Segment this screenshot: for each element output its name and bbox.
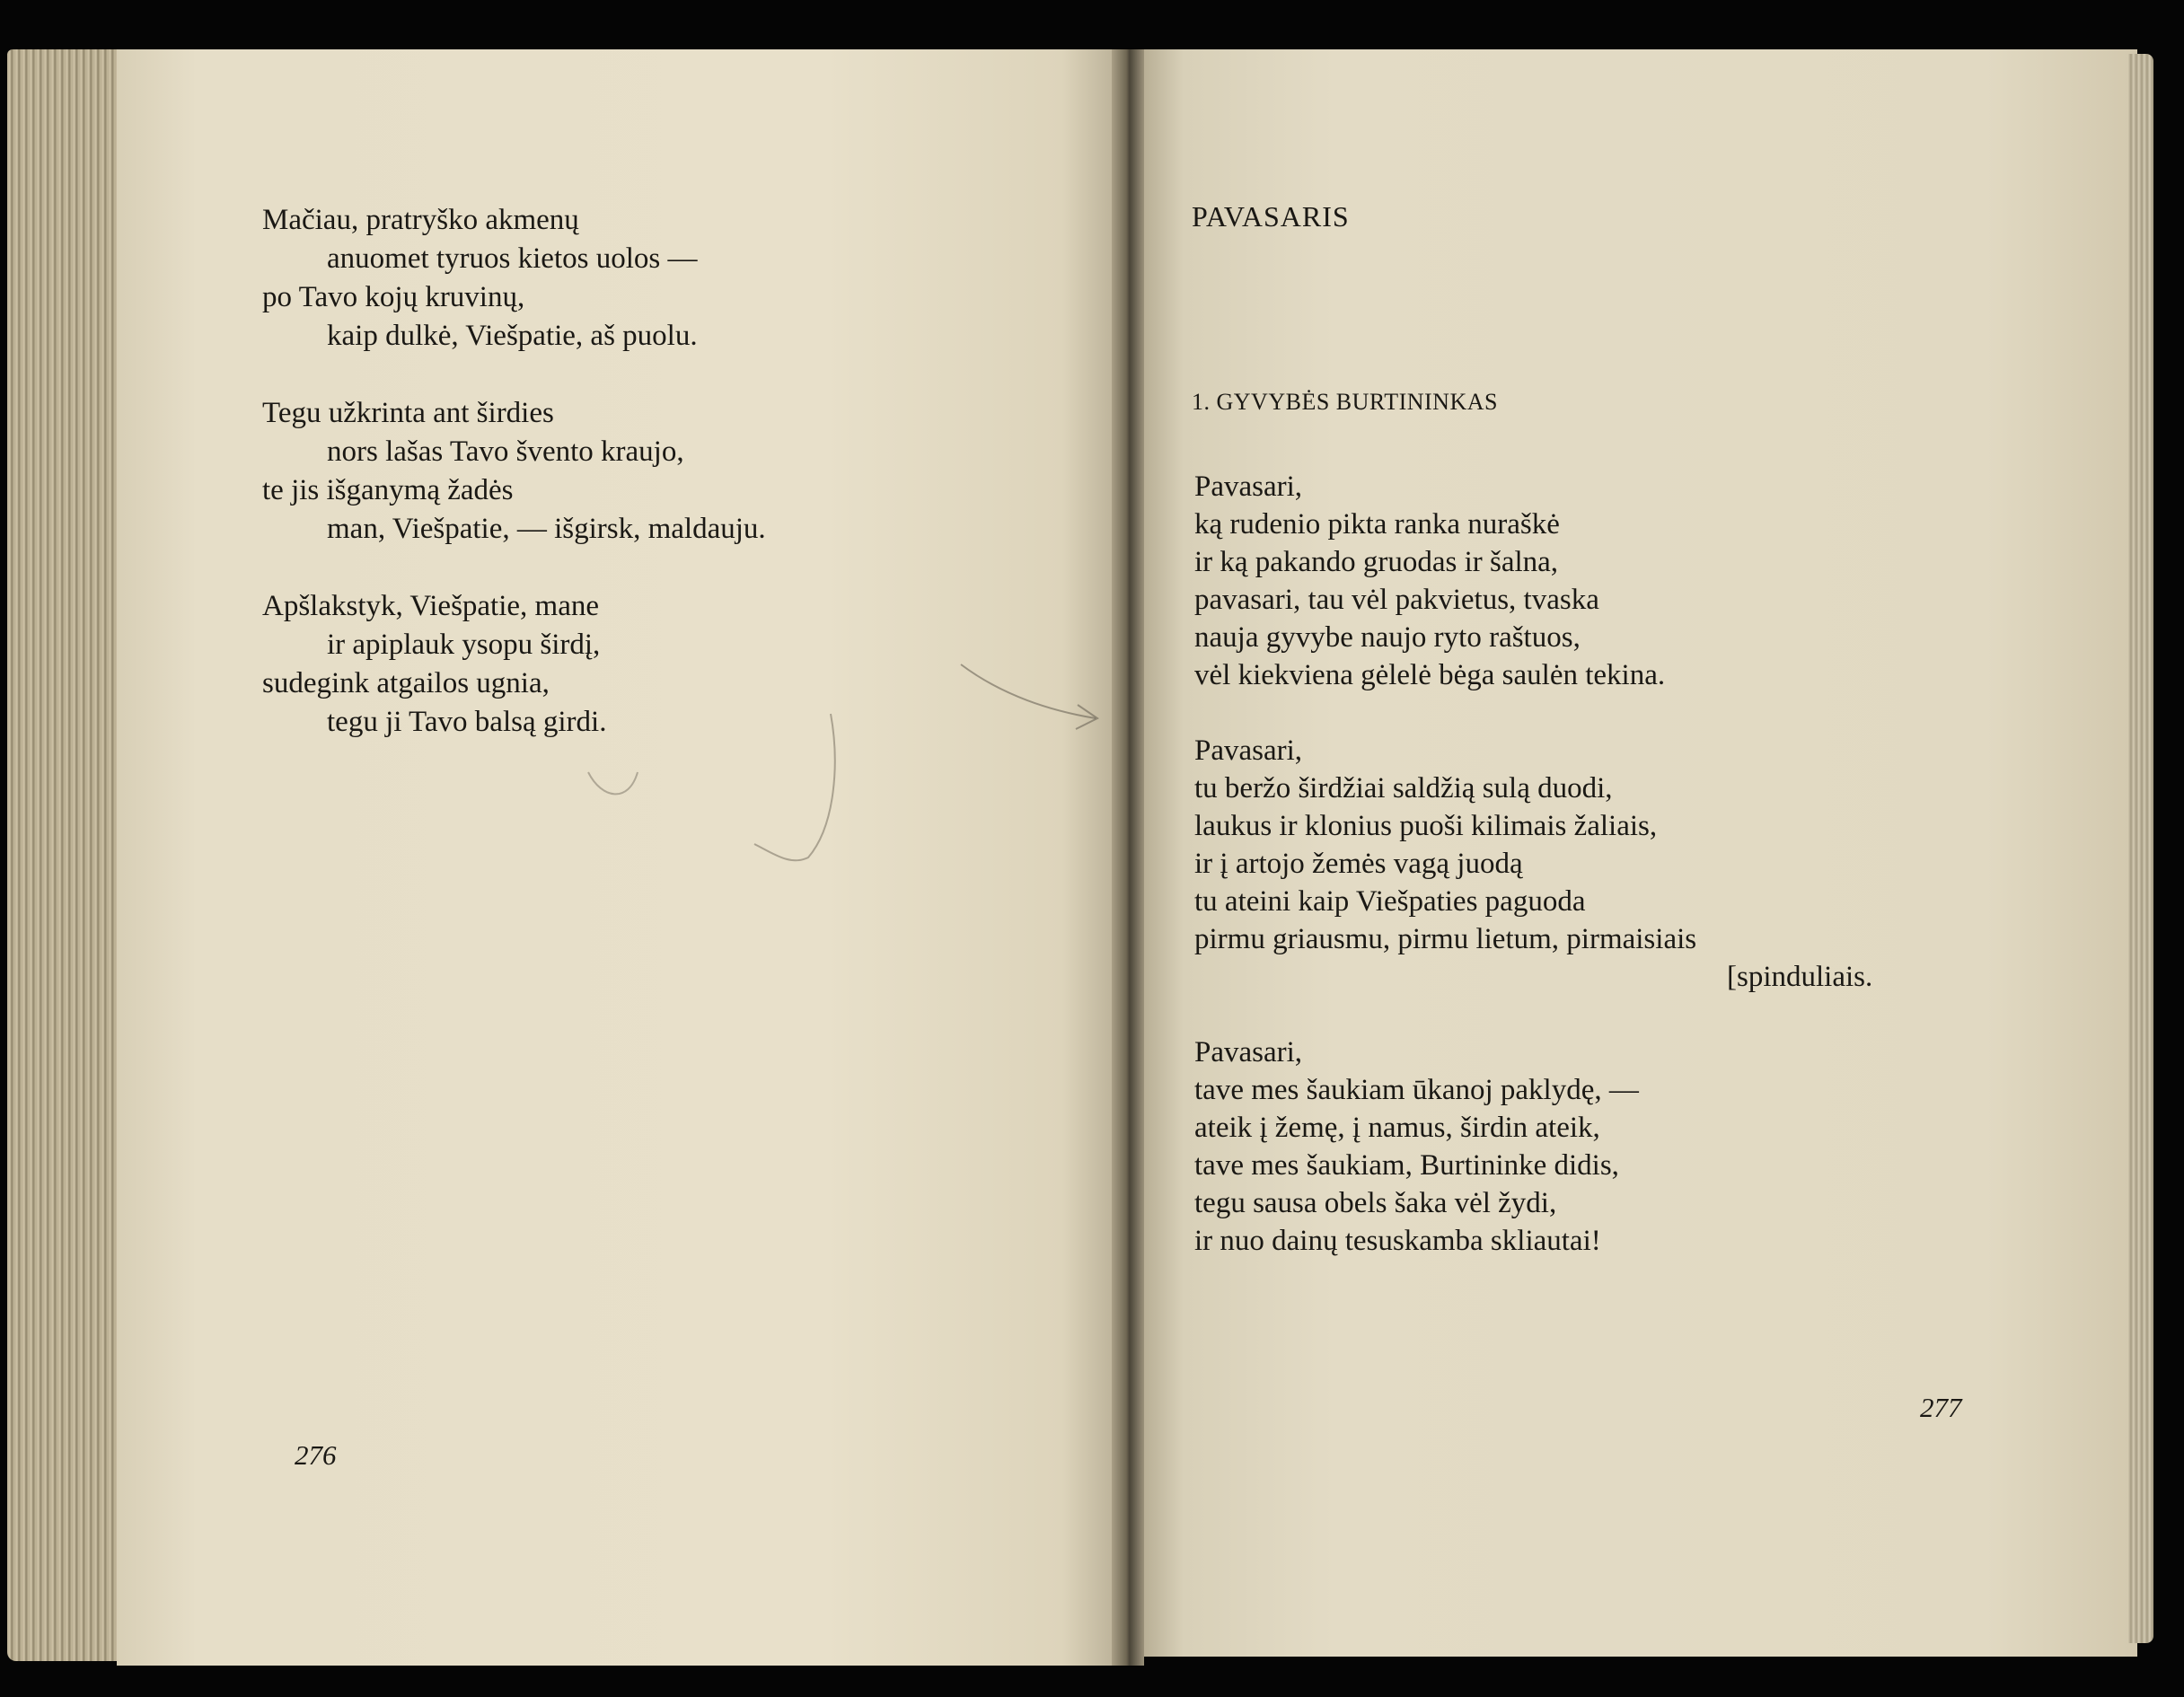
- right-stanza-2: [1194, 732, 1872, 996]
- poem-line: kaip dulkė, Viešpatie, aš puolu.: [327, 320, 698, 352]
- poem-line-continuation: [spinduliais.: [1727, 961, 1873, 993]
- poem-line: nauja gyvybe naujo ryto raštuos,: [1194, 621, 1581, 654]
- poem-line: tave mes šaukiam ūkanoj paklydę, —: [1194, 1074, 1639, 1106]
- poem-line: tu ateini kaip Viešpaties paguoda: [1194, 885, 1586, 918]
- poem-line: Mačiau, pratryško akmenų: [262, 204, 579, 236]
- poem-line: tegu sausa obels šaka vėl žydi,: [1194, 1187, 1557, 1219]
- poem-line: ir nuo dainų tesuskamba skliautai!: [1194, 1225, 1601, 1257]
- poem-line: vėl kiekviena gėlelė bėga saulėn tekina.: [1194, 659, 1666, 691]
- poem-line: nors lašas Tavo švento kraujo,: [327, 435, 684, 468]
- left-stanza-3: [262, 587, 766, 742]
- poem-line: anuomet tyruos kietos uolos —: [327, 242, 698, 275]
- poem-line: pavasari, tau vėl pakvietus, tvaska: [1194, 584, 1599, 616]
- poem-line: ateik į žemę, į namus, širdin ateik,: [1194, 1112, 1600, 1144]
- poem-line: ir apiplauk ysopu širdį,: [327, 629, 601, 661]
- left-stanza-1: [262, 201, 766, 356]
- poem-line: Pavasari,: [1194, 470, 1303, 503]
- section-title: PAVASARIS: [1192, 200, 1350, 233]
- page-number-right: 277: [1920, 1392, 1962, 1423]
- poem-line: Pavasari,: [1194, 1036, 1303, 1068]
- poem-line: Pavasari,: [1194, 734, 1303, 767]
- left-stanza-2: [262, 394, 766, 549]
- right-stanza-1: [1194, 468, 1872, 694]
- poem-line: Tegu užkrinta ant širdies: [262, 397, 554, 429]
- poem-line: ką rudenio pikta ranka nuraškė: [1194, 508, 1560, 541]
- poem-line: sudegink atgailos ugnia,: [262, 667, 550, 699]
- poem-line: te jis išganymą žadės: [262, 474, 514, 506]
- poem-line: ir į artojo žemės vagą juodą: [1194, 848, 1523, 880]
- right-poem: [1194, 468, 1872, 1297]
- poem-line: tu beržo širdžiai saldžią sulą duodi,: [1194, 772, 1613, 805]
- poem-line: man, Viešpatie, — išgirsk, maldauju.: [327, 513, 766, 545]
- right-stanza-3: [1194, 1033, 1872, 1260]
- page-edges-right: [2128, 54, 2153, 1643]
- poem-line: Apšlakstyk, Viešpatie, mane: [262, 590, 600, 622]
- page-number-left: 276: [295, 1439, 337, 1471]
- poem-line: tave mes šaukiam, Burtininke didis,: [1194, 1149, 1619, 1182]
- poem-line: pirmu griausmu, pirmu lietum, pirmaisiais: [1194, 923, 1697, 955]
- poem-line: ir ką pakando gruodas ir šalna,: [1194, 546, 1559, 578]
- left-poem: [262, 201, 766, 780]
- book-gutter: [1112, 49, 1144, 1666]
- poem-title: 1. GYVYBĖS BURTININKAS: [1192, 389, 1498, 415]
- poem-line: po Tavo kojų kruvinų,: [262, 281, 525, 313]
- poem-line: laukus ir klonius puoši kilimais žaliais,: [1194, 810, 1658, 842]
- poem-line: tegu ji Tavo balsą girdi.: [327, 706, 607, 738]
